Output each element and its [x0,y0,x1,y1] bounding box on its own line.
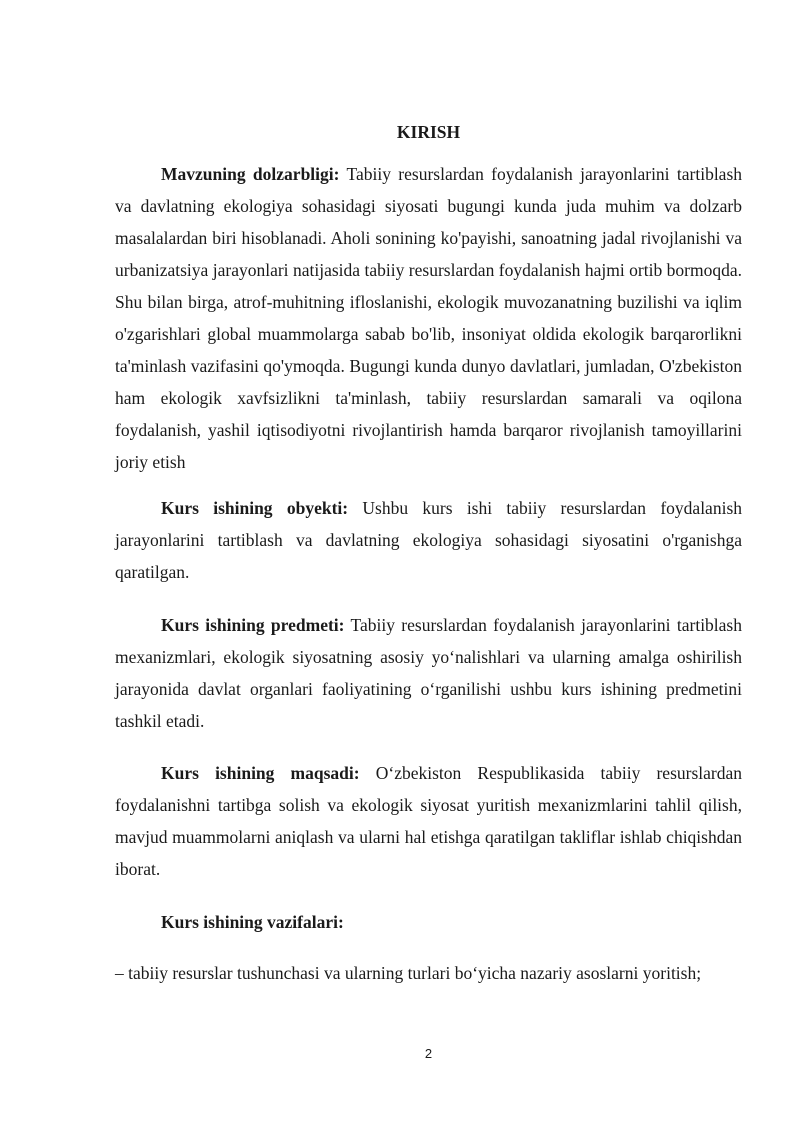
document-page [115,0,742,1131]
paragraph-subject [115,609,742,737]
paragraph-tasks-heading [115,906,742,938]
paragraph-lead: Kurs ishining maqsadi: [161,763,360,783]
page-title: KIRISH [396,122,461,142]
paragraph-text: Tabiiy resurslardan foydalanish jarayonlarini tartiblash va davlatning ekologiya sohasidagi siyosati bugungi kunda juda muhim va dolzarb masalalardan biri hisoblanadi. Aholi sonining ko'payishi, sanoatning jadal rivojlanishi va urbanizatsiya jarayonlari natijasida tabiiy resurslardan foydalanish hajmi ortib bormoqda. Shu bilan birga, atrof-muhitning ifloslanishi, ekologik muvozanatning buzilishi va iqlim o'zgarishlari global muammolarga sabab bo'lib, insoniyat oldida ekologik barqarorlikni ta'minlash vazifasini qo'ymoqda. Bugungi kunda dunyo davlatlari, jumladan, O'zbekiston ham ekologik xavfsizlikni ta'minlash, tabiiy resurslardan samarali va oqilona foydalanish, yashil iqtisodiyotni rivojlantirish hamda barqaror rivojlanish tamoyillarini joriy etish [115,164,743,472]
paragraph-relevance [115,158,742,478]
task-list-item: – tabiiy resurslar tushunchasi va ularning turlari bo‘yicha nazariy asoslarni yoritish; [115,963,702,983]
paragraph-lead: Kurs ishining vazifalari: [161,912,344,932]
paragraph-lead: Kurs ishining predmeti: [161,615,345,635]
paragraph-text: O‘zbekiston Respublikasida tabiiy resurslardan foydalanishni tartibga solish va ekologik siyosat yuritish mexanizmlarini tahlil qilish, mavjud muammolarni aniqlash va ularni hal etishga qaratilgan takliflar ishlab chiqishdan iborat. [115,763,742,879]
page-number: 2 [424,1046,433,1061]
paragraph-text: Tabiiy resurslardan foydalanish jarayonlarini tartiblash mexanizmlari, ekologik siyosatning asosiy yo‘nalishlari va ularning amalga oshirilish jarayonida davlat organlari faoliyatining o‘rganilishi ushbu kurs ishining predmetini tashkil etadi. [115,615,742,731]
paragraph-lead: Kurs ishining obyekti: [161,498,349,518]
paragraph-lead: Mavzuning dolzarbligi: [161,164,340,184]
paragraph-text: Ushbu kurs ishi tabiiy resurslardan foydalanish jarayonlarini tartiblash va davlatning ekologiya sohasidagi siyosatini o'rganishga qaratilgan. [115,498,742,582]
paragraph-goal [115,757,742,885]
paragraph-object [115,492,742,588]
